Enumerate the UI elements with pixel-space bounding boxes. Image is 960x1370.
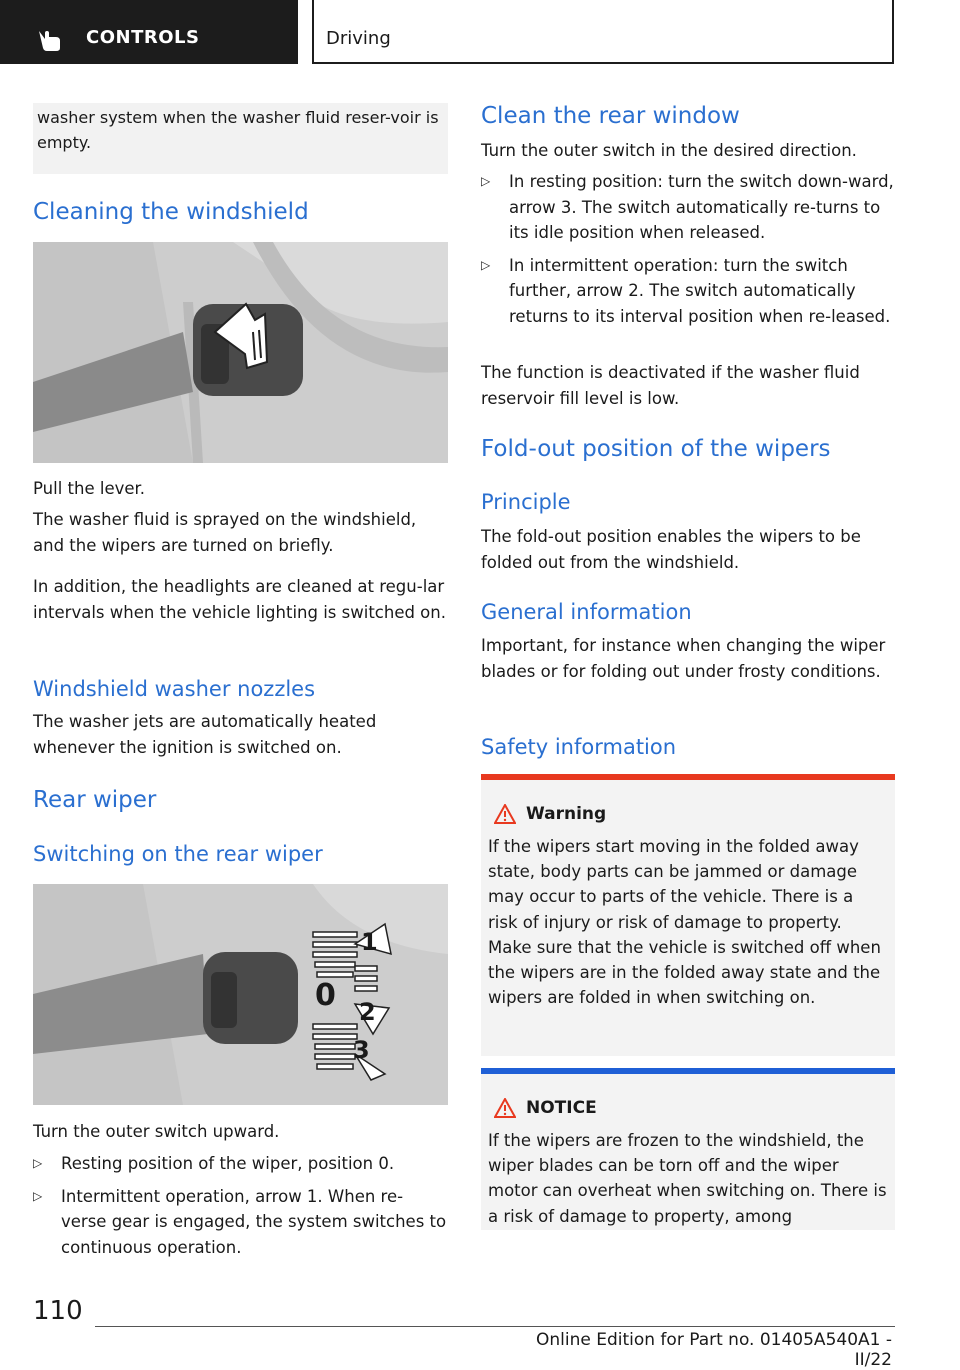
bullet-arrow-icon: ▷ [481, 257, 491, 272]
warning-triangle-icon [494, 804, 516, 824]
figure-windshield-lever [33, 242, 448, 463]
figure-rear-wiper-switch [33, 884, 448, 1105]
continued-note-box [33, 103, 448, 174]
lever-pull-illustration [33, 242, 448, 463]
notice-bar [481, 1068, 895, 1074]
heading-clean-rear-window: Clean the rear window [481, 103, 740, 129]
text-turn-switch-upward: Turn the outer switch upward. [33, 1122, 280, 1141]
right-bullet-list [481, 169, 895, 329]
heading-general-information: General information [481, 600, 692, 624]
chapter-title: Driving [326, 28, 391, 49]
text-principle: The fold-out position enables the wipers to be folded out from the windshield. [481, 527, 861, 572]
heading-rear-wiper: Rear wiper [33, 787, 157, 813]
rear-wiper-illustration [33, 884, 448, 1105]
figure-label-2: 2 [359, 998, 376, 1026]
continued-note-text: washer system when the washer fluid reser-voir is empty. [37, 108, 439, 152]
heading-switching-rear-wiper: Switching on the rear wiper [33, 842, 323, 866]
notice-triangle-icon [494, 1098, 516, 1118]
list-item-text: In intermittent operation: turn the switch further, arrow 2. The switch automatically returns to its interval position when re-leased. [509, 255, 891, 326]
warning-text: If the wipers start moving in the folded away state, body parts can be jammed or damage may occur to parts of the vehicle. There is a risk of injury or risk of damage to property. Make sure that the vehicle is switched off when the wipers are in the folded away state and the wipers are folded in when switching on. [488, 837, 881, 1008]
heading-principle: Principle [481, 490, 571, 514]
heading-washer-nozzles: Windshield washer nozzles [33, 677, 316, 701]
warning-bar [481, 774, 895, 780]
bullet-arrow-icon: ▷ [481, 174, 491, 188]
figure-label-1: 1 [361, 928, 378, 956]
section-tab [0, 0, 298, 64]
notice-title: NOTICE [526, 1098, 597, 1118]
list-item-text: Resting position of the wiper, position 0. [61, 1154, 395, 1173]
footer-rule [95, 1326, 895, 1327]
pointing-hand-icon [36, 28, 66, 52]
list-item-text: Intermittent operation, arrow 1. When re-verse gear is engaged, the system switches to continuous operation. [61, 1186, 447, 1257]
footer-edition: Online Edition for Part no. 01405A540A1 - II/22 [535, 1330, 892, 1370]
list-item [33, 1151, 448, 1177]
text-turn-desired-direction: Turn the outer switch in the desired direction. [481, 141, 857, 160]
text-function-deactivated: The function is deactivated if the washer fluid reservoir fill level is low. [481, 363, 860, 408]
list-item [481, 169, 895, 246]
notice-text: If the wipers are frozen to the windshield, the wiper blades can be torn off and the wiper motor can overheat when switching on. There is a risk of damage to property, among [488, 1131, 887, 1226]
text-general-information: Important, for instance when changing the wiper blades or for folding out under frosty conditions. [481, 636, 886, 681]
list-item [481, 253, 895, 330]
figure-label-0: 0 [315, 978, 336, 1013]
heading-safety-information: Safety information [481, 735, 677, 759]
text-nozzles-heated: The washer jets are automatically heated whenever the ignition is switched on. [33, 712, 377, 757]
text-washer-sprayed: The washer fluid is sprayed on the windshield, and the wipers are turned on briefly. [33, 510, 417, 555]
page-number: 110 [33, 1296, 83, 1326]
chapter-tab [312, 0, 894, 64]
warning-box [481, 774, 895, 1056]
left-bullet-list [33, 1151, 448, 1260]
list-item [33, 1184, 448, 1261]
notice-box [481, 1068, 895, 1230]
list-item-text: In resting position: turn the switch down-ward, arrow 3. The switch automatically re-turns to its idle position when released. [509, 172, 894, 242]
section-title: CONTROLS [86, 27, 200, 48]
heading-foldout-position: Fold-out position of the wipers [481, 436, 831, 462]
bullet-arrow-icon: ▷ [33, 1156, 43, 1170]
figure-label-3: 3 [353, 1036, 370, 1064]
warning-title: Warning [526, 804, 607, 824]
bullet-arrow-icon: ▷ [33, 1188, 43, 1203]
text-headlights-cleaned: In addition, the headlights are cleaned at regu-lar intervals when the vehicle lighting is switched on. [33, 577, 446, 622]
heading-cleaning-windshield: Cleaning the windshield [33, 199, 309, 225]
text-pull-lever: Pull the lever. [33, 479, 146, 498]
